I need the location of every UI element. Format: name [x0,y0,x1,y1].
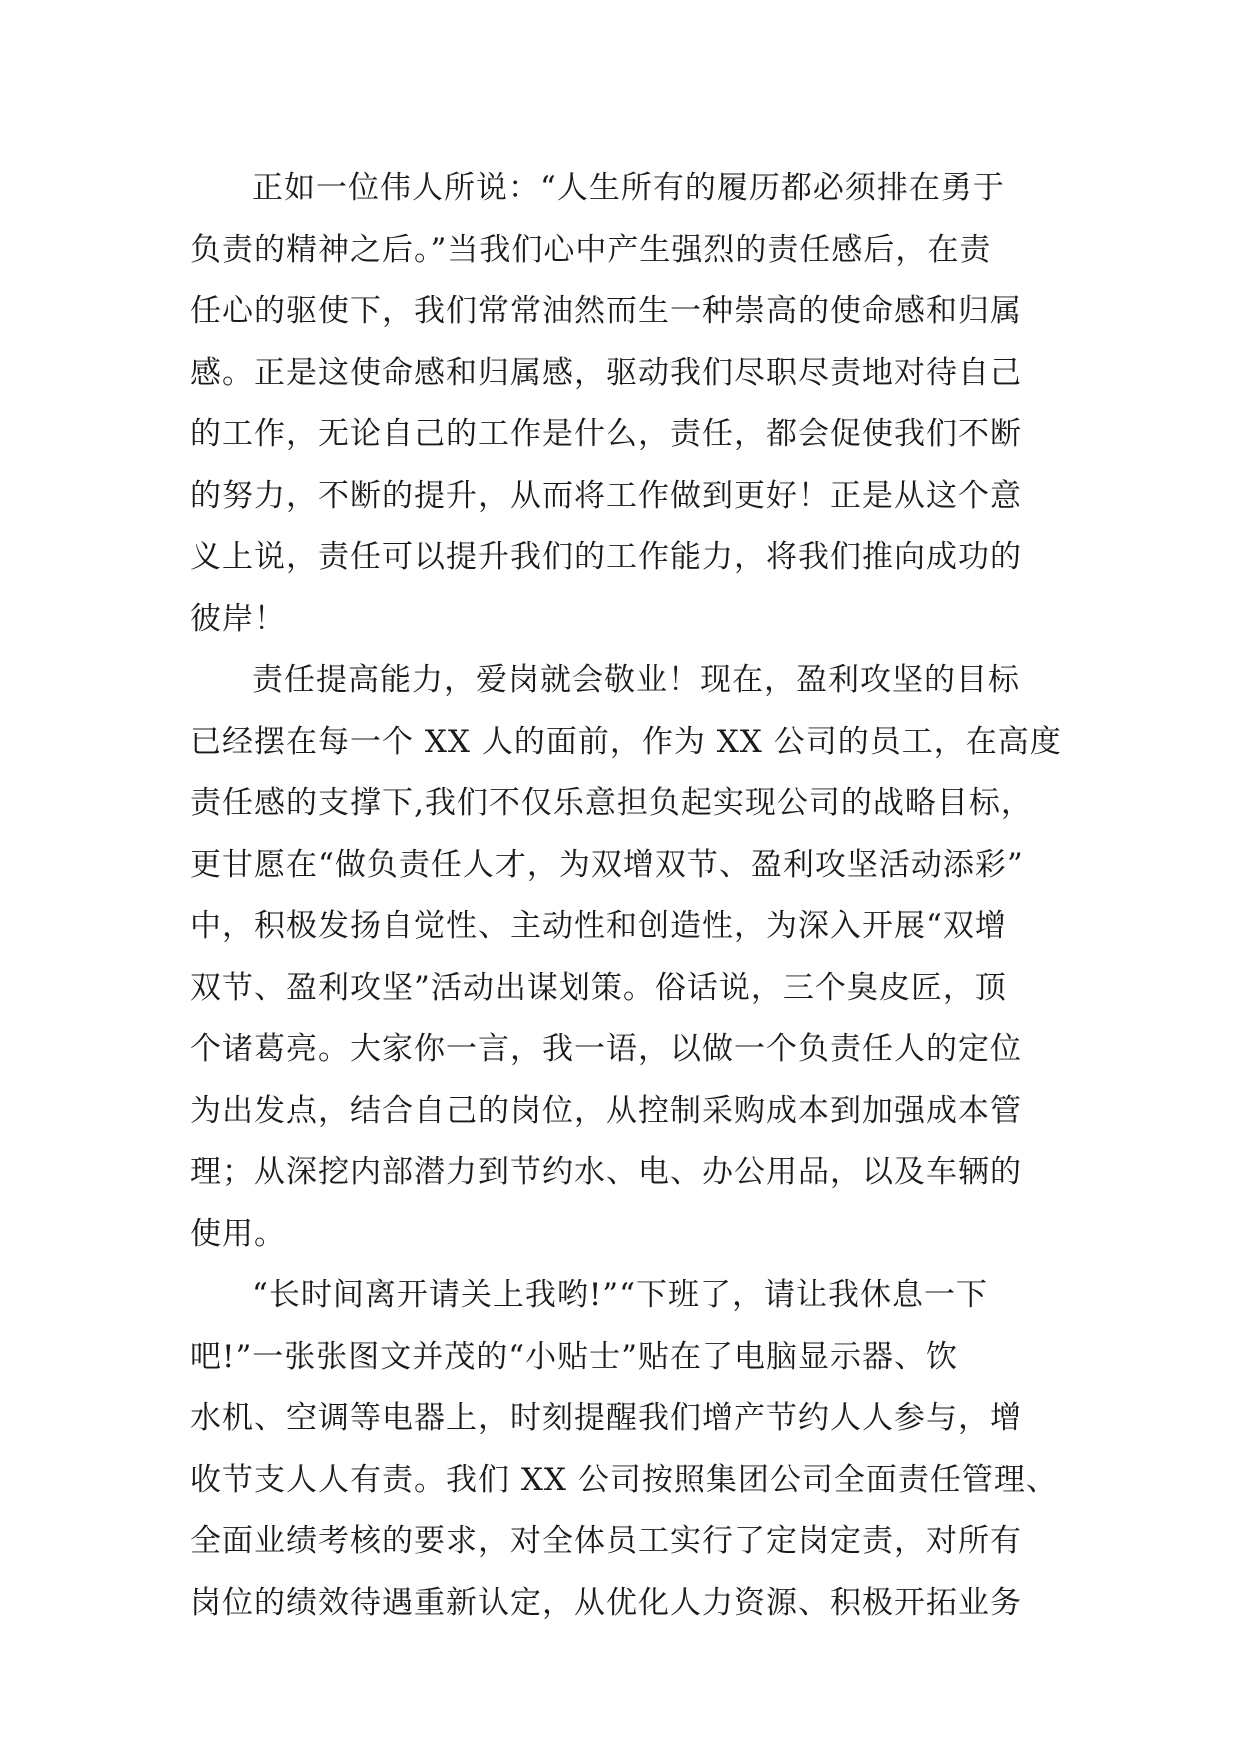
paragraph-1-line-1: 正如一位伟人所说：“人生所有的履历都必须排在勇于 [252,170,1005,206]
paragraph-2-line-5: 中，积极发扬自觉性、主动性和创造性，为深入开展“双增 [190,908,1007,944]
document-body [190,158,1070,1634]
paragraph-3-line-1: “长时间离开请关上我哟!”“下班了，请让我休息一下 [252,1277,988,1313]
paragraph-1-line-6: 的努力，不断的提升，从而将工作做到更好！正是从这个意 [190,477,1022,514]
paragraph-1-line-5: 的工作，无论自己的工作是什么，责任，都会促使我们不断 [190,416,1022,452]
paragraph-2-line-8: 为出发点，结合自己的岗位，从控制采购成本到加强成本管 [190,1092,1022,1129]
paragraph-1-line-4: 感。正是这使命感和归属感，驱动我们尽职尽责地对待自己 [190,354,1022,391]
paragraph-2-line-10: 使用。 [190,1215,286,1252]
paragraph-2-line-3: 责任感的支撑下,我们不仅乐意担负起实现公司的战略目标， [190,785,1033,821]
paragraph-3-line-5: 全面业绩考核的要求，对全体员工实行了定岗定责，对所有 [190,1523,1022,1559]
paragraph-3-line-4: 收节支人人有责。我们 XX 公司按照集团公司全面责任管理、 [190,1461,1058,1498]
paragraph-1-line-2: 负责的精神之后。”当我们心中产生强烈的责任感后，在责 [190,231,992,268]
paragraph-1-line-8: 彼岸！ [190,600,286,637]
paragraph-2-line-4: 更甘愿在“做负责任人才，为双增双节、盈利攻坚活动添彩” [190,846,1024,883]
paragraph-1-line-3: 任心的驱使下，我们常常油然而生一种崇高的使命感和归属 [190,293,1022,329]
paragraph-1-line-7: 义上说，责任可以提升我们的工作能力，将我们推向成功的 [190,539,1022,575]
paragraph-3-line-2: 吧!”一张张图文并茂的“小贴士”贴在了电脑显示器、饮 [190,1338,958,1375]
paragraph-2-line-9: 理；从深挖内部潜力到节约水、电、办公用品，以及车辆的 [190,1154,1022,1190]
paragraph-3-line-6: 岗位的绩效待遇重新认定，从优化人力资源、积极开拓业务 [190,1584,1022,1621]
paragraph-2-line-1: 责任提高能力，爱岗就会敬业！现在，盈利攻坚的目标 [252,662,1020,698]
paragraph-2-line-2: 已经摆在每一个 XX 人的面前，作为 XX 公司的员工，在高度 [190,723,1062,760]
paragraph-3-line-3: 水机、空调等电器上，时刻提醒我们增产节约人人参与，增 [190,1400,1022,1436]
paragraph-2-line-7: 个诸葛亮。大家你一言，我一语，以做一个负责任人的定位 [190,1031,1022,1067]
paragraph-2-line-6: 双节、盈利攻坚”活动出谋划策。俗话说，三个臭皮匠，顶 [190,969,1007,1006]
